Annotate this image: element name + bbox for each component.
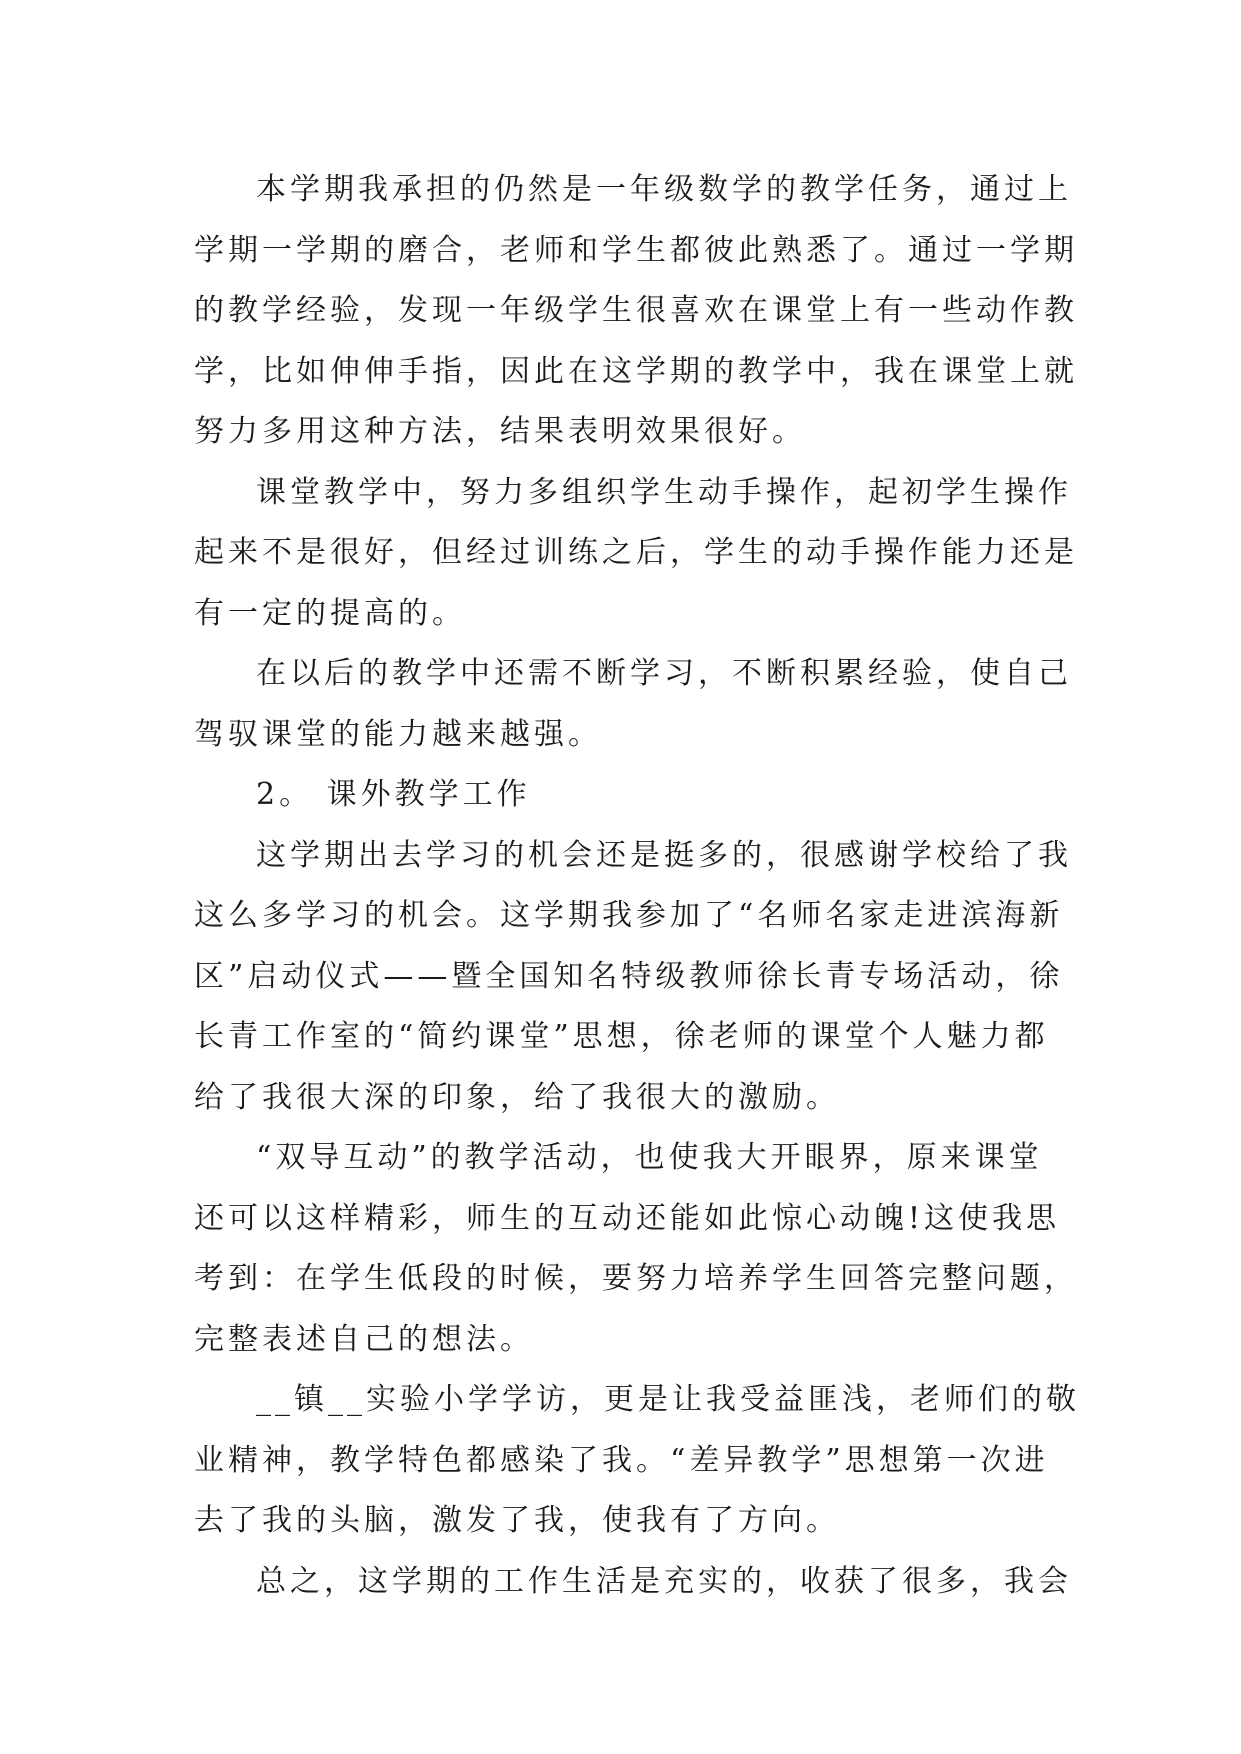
text-line: 学，比如伸伸手指，因此在这学期的教学中，我在课堂上就 [194, 353, 1078, 389]
text-line: 还可以这样精彩，师生的互动还能如此惊心动魄!这使我思 [194, 1200, 1061, 1236]
text-line: 课堂教学中，努力多组织学生动手操作，起初学生操作 [256, 474, 1072, 510]
text-line: “双导互动”的教学活动，也使我大开眼界，原来课堂 [256, 1140, 1043, 1175]
text-line: 长青工作室的“简约课堂”思想，徐老师的课堂个人魅力都 [194, 1019, 1049, 1054]
text-line: 考到：在学生低段的时候，要努力培养学生回答完整问题， [194, 1261, 1078, 1296]
text-line: 努力多用这种方法，结果表明效果很好。 [194, 414, 806, 449]
section-heading: 2。 课外教学工作 [256, 777, 531, 812]
text-line: 业精神，教学特色都感染了我。“差异教学”思想第一次进 [194, 1442, 1049, 1478]
text-line: 学期一学期的磨合，老师和学生都彼此熟悉了。通过一学期 [194, 232, 1078, 268]
text-line: 这学期出去学习的机会还是挺多的，很感谢学校给了我 [256, 837, 1072, 873]
document-body [194, 160, 1080, 1612]
text-line: 驾驭课堂的能力越来越强。 [194, 716, 602, 752]
text-line: 的教学经验，发现一年级学生很喜欢在课堂上有一些动作教 [194, 293, 1078, 328]
text-line: 区”启动仪式——暨全国知名特级教师徐长青专场活动，徐 [194, 958, 1064, 994]
text-line: 去了我的头脑，激发了我，使我有了方向。 [194, 1503, 840, 1538]
text-line: 有一定的提高的。 [194, 595, 466, 631]
text-line: __镇__实验小学学访，更是让我受益匪浅，老师们的敬 [256, 1382, 1080, 1417]
text-line: 总之，这学期的工作生活是充实的，收获了很多，我会 [256, 1563, 1072, 1599]
text-line: 给了我很大深的印象，给了我很大的激励。 [194, 1079, 840, 1115]
text-line: 在以后的教学中还需不断学习，不断积累经验，使自己 [256, 656, 1072, 691]
text-line: 这么多学习的机会。这学期我参加了“名师名家走进滨海新 [194, 898, 1064, 933]
text-line: 完整表述自己的想法。 [194, 1321, 534, 1357]
text-line: 起来不是很好，但经过训练之后，学生的动手操作能力还是 [194, 535, 1078, 570]
text-line: 本学期我承担的仍然是一年级数学的教学任务，通过上 [256, 172, 1072, 207]
